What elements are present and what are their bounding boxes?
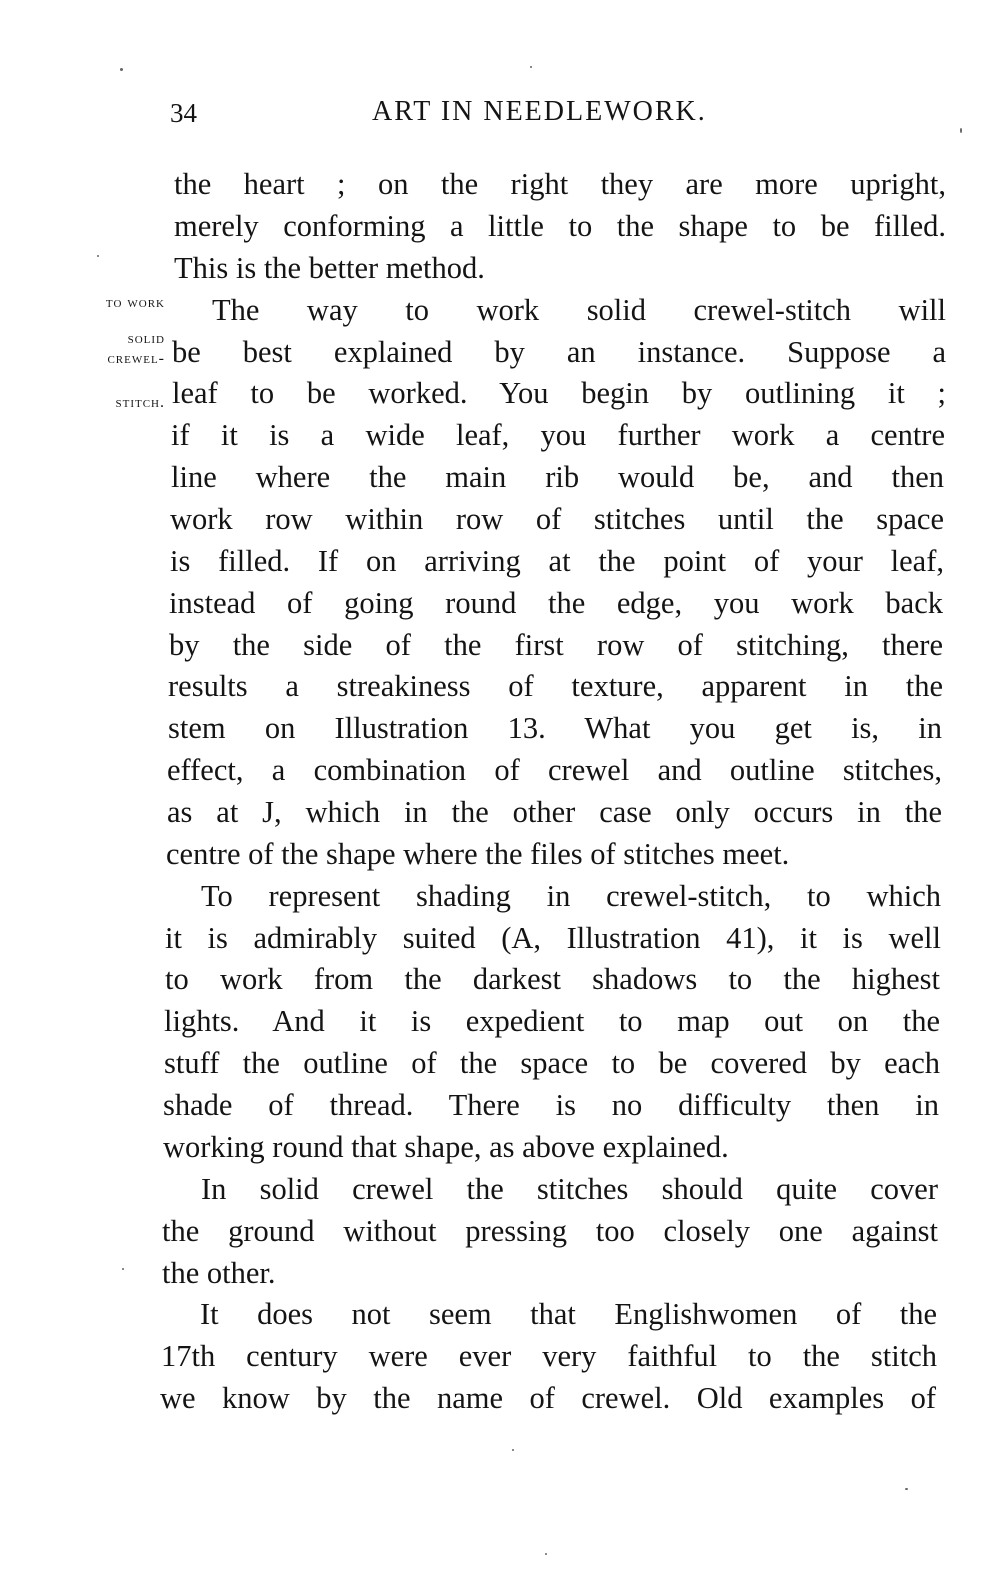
- text-line: to work from the darkest shadows to the highest: [165, 962, 940, 996]
- text-line: stuff the outline of the space to be covered by each: [164, 1046, 940, 1080]
- text-line: In solid crewel the stitches should quite cover: [201, 1172, 938, 1206]
- text-line: This is the better method.: [174, 251, 485, 285]
- scan-speck: [122, 1268, 124, 1270]
- text-line: is filled. If on arriving at the point of your leaf,: [170, 544, 944, 578]
- text-line: the ground without pressing too closely one against: [162, 1214, 938, 1248]
- text-line: effect, a combination of crewel and outline stitches,: [167, 753, 942, 787]
- text-line: by the side of the first row of stitching, there: [169, 628, 943, 662]
- text-line: be best explained by an instance. Suppose a: [172, 335, 946, 369]
- page-number: 34: [170, 98, 197, 128]
- text-line: working round that shape, as above explained.: [163, 1130, 729, 1164]
- text-line: centre of the shape where the files of stitches meet.: [166, 837, 790, 871]
- marginal-note: [15, 292, 165, 414]
- text-line: leaf to be worked. You begin by outlining it ;: [172, 376, 946, 410]
- text-line: 17th century were ever very faithful to the stitch: [161, 1339, 937, 1373]
- text-line: instead of going round the edge, you work back: [169, 586, 943, 620]
- text-line: stem on Illustration 13. What you get is, in: [168, 711, 942, 745]
- text-line: The way to work solid crewel-stitch will: [212, 293, 946, 327]
- scan-speck: [97, 255, 99, 257]
- text-line: it is admirably suited (A, Illustration 41), it is well: [165, 921, 941, 955]
- text-line: It does not seem that Englishwomen of the: [200, 1297, 937, 1331]
- scan-speck: [545, 1553, 547, 1555]
- text-line: we know by the name of crewel. Old examples of: [160, 1381, 936, 1415]
- scan-speck: [512, 1449, 514, 1451]
- text-line: as at J, which in the other case only occurs in the: [167, 795, 942, 829]
- text-line: if it is a wide leaf, you further work a centre: [171, 418, 945, 452]
- running-title: ART IN NEEDLEWORK.: [372, 96, 707, 127]
- scan-speck: [960, 128, 962, 133]
- text-line: lights. And it is expedient to map out on the: [164, 1004, 940, 1038]
- marginal-note-line: crewel-: [107, 350, 165, 367]
- text-line: results a streakiness of texture, apparent in the: [168, 669, 943, 703]
- marginal-note-line: stitch.: [115, 394, 165, 411]
- text-line: the heart ; on the right they are more upright,: [174, 167, 946, 201]
- text-line: shade of thread. There is no difficulty then in: [163, 1088, 939, 1122]
- scan-speck: [530, 66, 532, 68]
- marginal-note-line: to work: [105, 294, 165, 311]
- marginal-note-line: solid: [127, 330, 165, 347]
- text-line: To represent shading in crewel-stitch, to which: [201, 879, 941, 913]
- text-line: merely conforming a little to the shape to be filled.: [174, 209, 946, 243]
- text-line: line where the main rib would be, and then: [171, 460, 944, 494]
- scan-speck: [905, 1488, 908, 1490]
- text-line: the other.: [162, 1256, 276, 1290]
- text-line: work row within row of stitches until the space: [170, 502, 944, 536]
- scan-speck: [120, 68, 123, 71]
- page-header: [0, 92, 1000, 142]
